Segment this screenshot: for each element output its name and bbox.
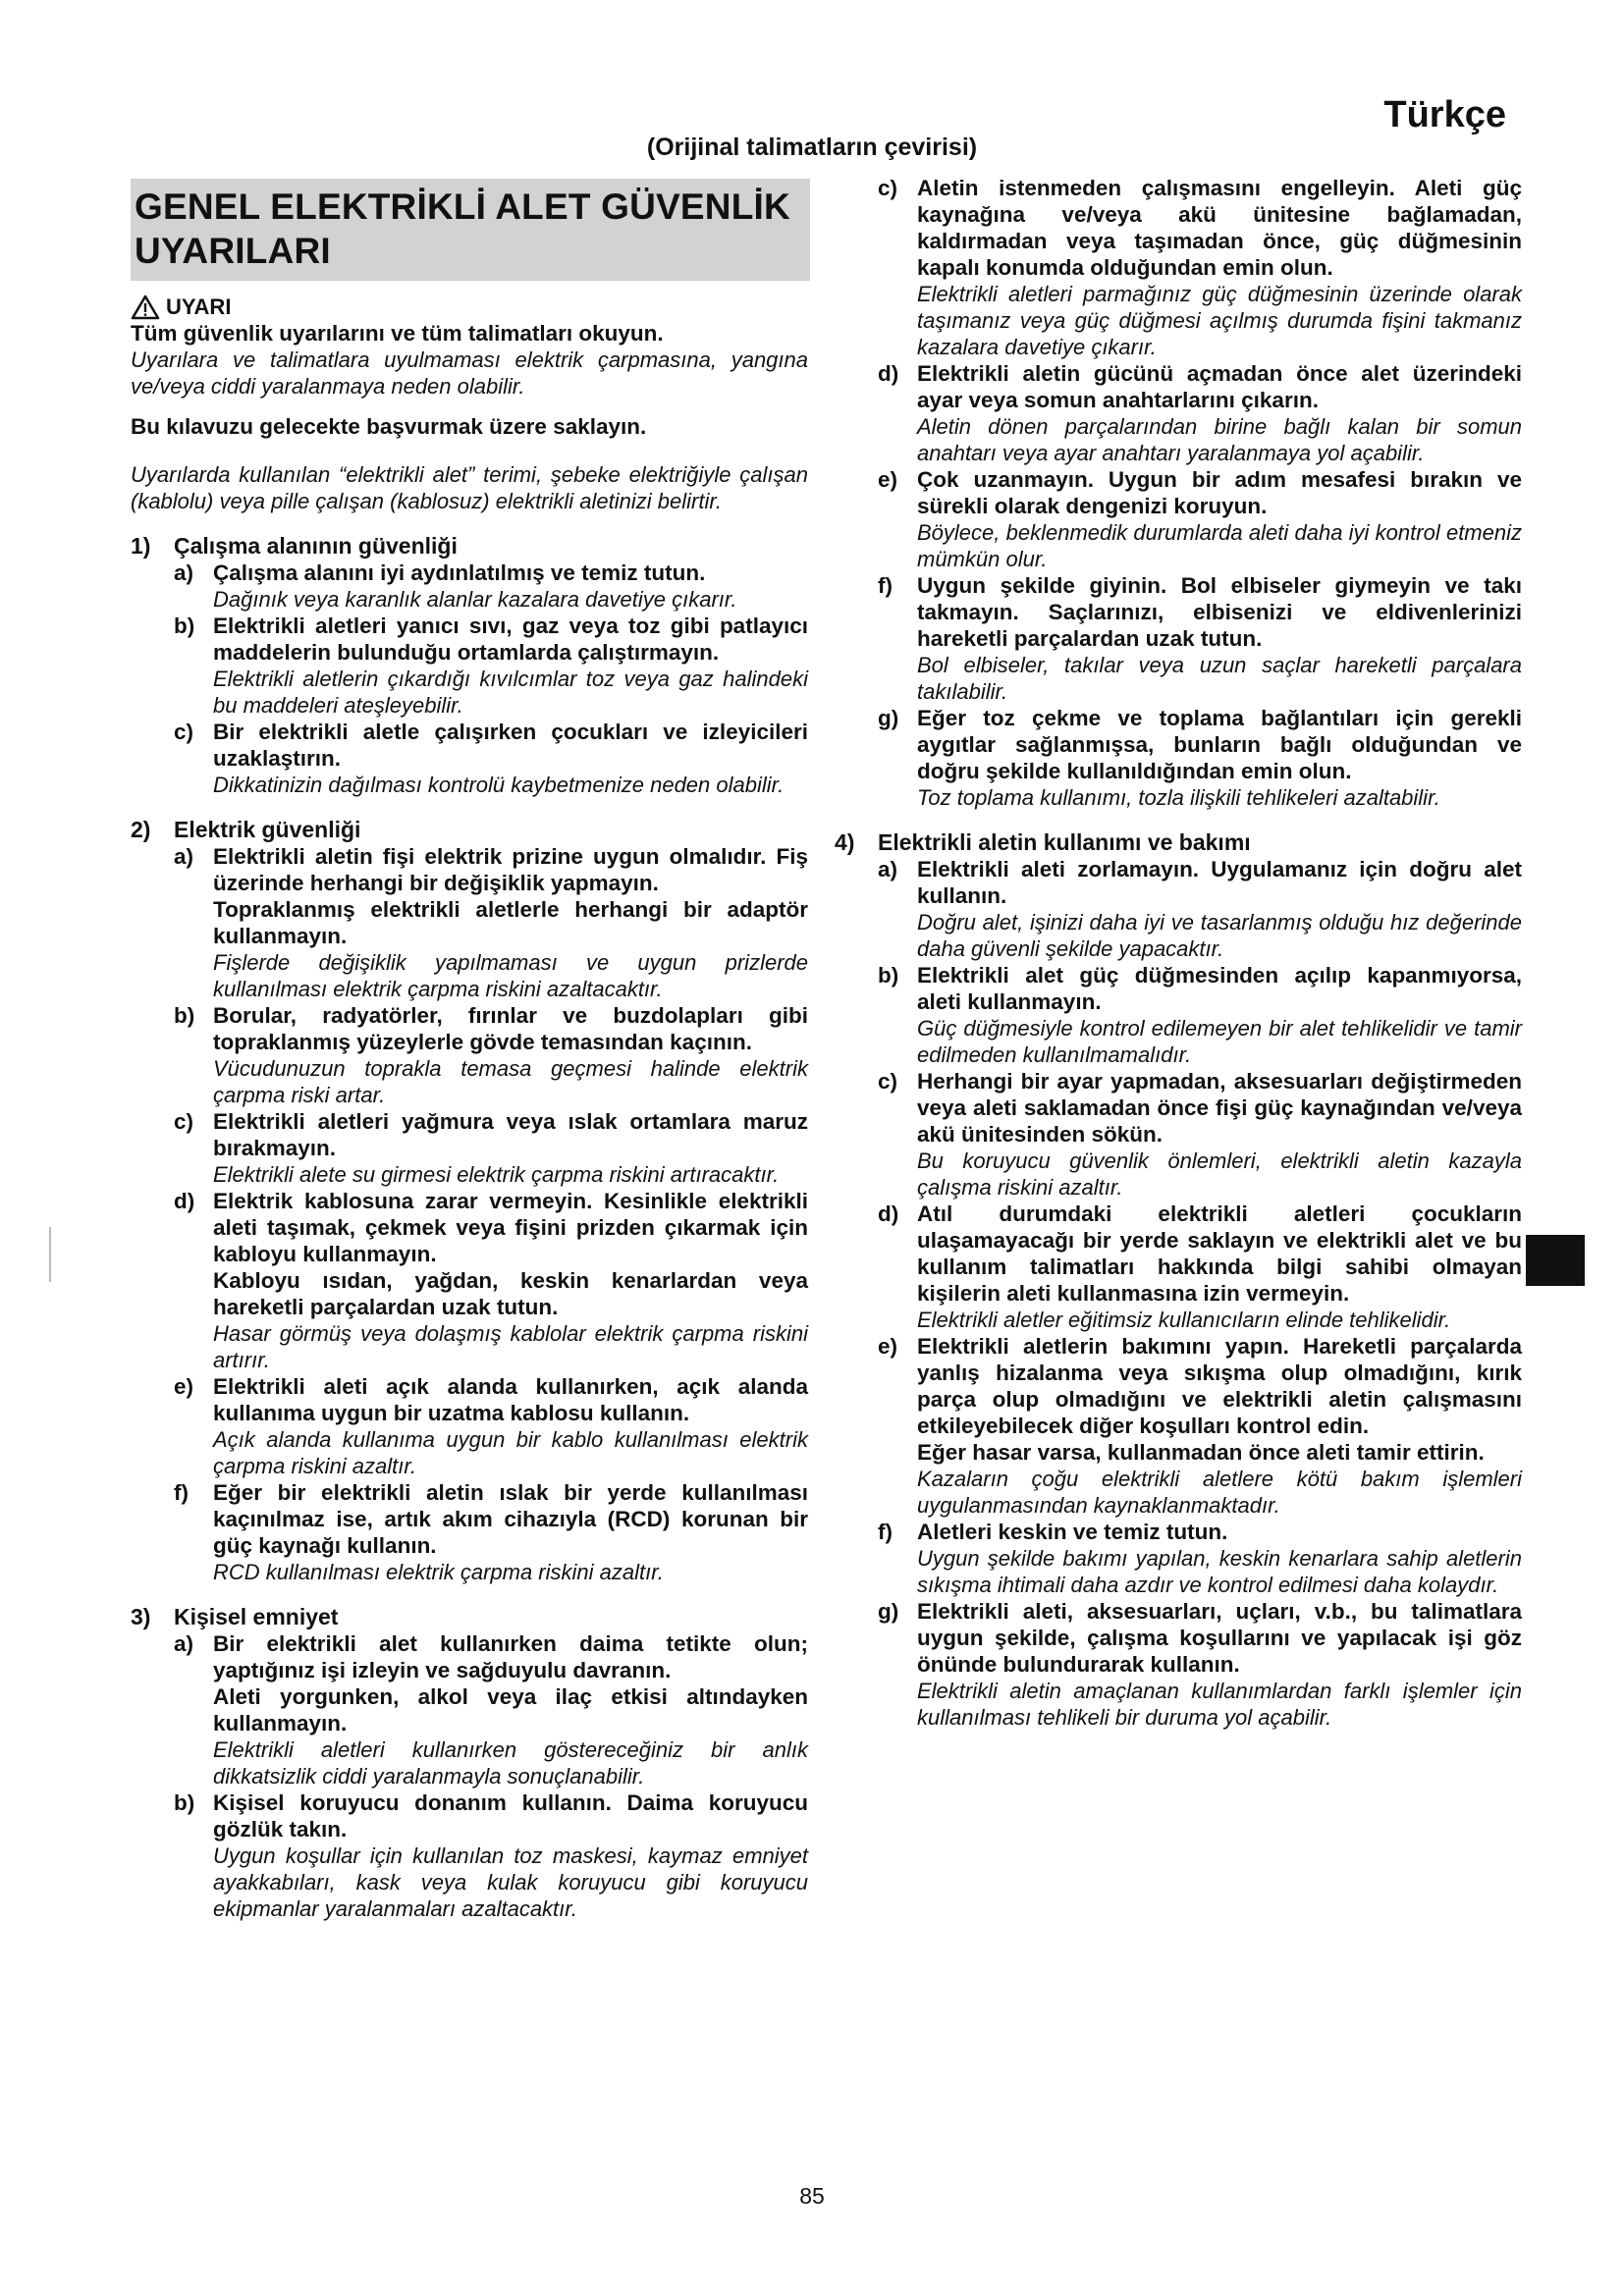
list-item [878,1068,1522,1201]
list-item [878,572,1522,705]
section-2-heading [131,816,808,843]
list-item [878,175,1522,360]
item-label: a) [174,844,194,869]
warning-label: UYARI [166,294,232,319]
item-label: e) [878,467,898,492]
item-label: b) [174,1790,195,1815]
item-label: f) [878,1520,893,1544]
instruction-text: Elektrikli alet güç düğmesinden açılıp kapanmıyorsa, aleti kullanmayın. [917,963,1522,1014]
list-item [174,1789,808,1922]
instruction-text: Borular, radyatörler, fırınlar ve buzdolapları gibi topraklanmış yüzeylerle gövde temasından kaçının. [213,1003,808,1054]
explanation-text: RCD kullanılması elektrik çarpma riskini azaltır. [213,1560,664,1584]
item-label: a) [878,857,898,881]
explanation-text: Doğru alet, işinizi daha iyi ve tasarlanmış olduğu hız değerinde daha güvenli şekilde yapacaktır. [917,910,1522,961]
list-item [878,962,1522,1068]
explanation-text: Açık alanda kullanıma uygun bir kablo kullanılması elektrik çarpma riskini azaltır. [213,1427,808,1478]
explanation-text: Bol elbiseler, takılar veya uzun saçlar hareketli parçalara takılabilir. [917,653,1522,704]
item-label: g) [878,1599,899,1624]
item-label: d) [878,361,899,386]
explanation-text: Uygun koşullar için kullanılan toz maskesi, kaymaz emniyet ayakkabıları, kask veya kulak koruyucu gibi koruyucu ekipmanlar yaralanmaları azaltacaktır. [213,1843,808,1921]
list-item [174,1108,808,1188]
instruction-text: Elektrikli aletleri yanıcı sıvı, gaz veya toz gibi patlayıcı maddelerin bulunduğu ortamlarda çalıştırmayın. [213,614,808,665]
right-column [835,175,1522,1731]
warning-heading [131,294,808,320]
warning-bold-1: Tüm güvenlik uyarılarını ve tüm talimatları okuyun. [131,321,664,346]
explanation-text: Fişlerde değişiklik yapılmaması ve uygun prizlerde kullanılması elektrik çarpma riskini azaltacaktır. [213,950,808,1001]
instruction-text: Atıl durumdaki elektrikli aletleri çocukların ulaşamayacağı bir yerde saklayın ve elektrikli alet ve bu kullanım talimatları hakkında bilgi sahibi olmayan kişilerin aleti kullanmasına izin vermeyin. [917,1201,1522,1306]
instruction-text: Kabloyu ısıdan, yağdan, keskin kenarlardan veya hareketli parçalardan uzak tutun. [213,1268,808,1319]
instruction-text: Elektrik kablosuna zarar vermeyin. Kesinlikle elektrikli aleti taşımak, çekmek veya fişini prizden çıkarmak için kabloyu kullanmayın. [213,1189,808,1266]
translation-subtitle: (Orijinal talimatların çevirisi) [646,133,978,161]
instruction-text: Kişisel koruyucu donanım kullanın. Daima koruyucu gözlük takın. [213,1790,808,1842]
explanation-text: Elektrikli alete su girmesi elektrik çarpma riskini artıracaktır. [213,1162,780,1187]
instruction-text: Elektrikli aleti, aksesuarları, uçları, v.b., bu talimatlara uygun şekilde, çalışma koşullarını ve yapılacak işi göz önünde bulundurarak kullanın. [917,1599,1522,1677]
section-number: 1) [131,533,151,559]
item-label: b) [174,614,195,638]
list-item [878,1333,1522,1519]
item-label: c) [174,720,194,744]
item-label: e) [878,1334,898,1359]
item-label: c) [878,1069,898,1094]
instruction-text: Elektrikli aletin gücünü açmadan önce alet üzerindeki ayar veya somun anahtarlarını çıkarın. [917,361,1522,412]
section-title: Çalışma alanının güvenliği [174,533,458,559]
section-title: Elektrik güvenliği [174,817,361,842]
instruction-text: Elektrikli aleti açık alanda kullanırken, açık alanda kullanıma uygun bir uzatma kablosu kullanın. [213,1374,808,1425]
item-label: d) [174,1189,195,1213]
section-title: Kişisel emniyet [174,1604,339,1629]
item-label: f) [878,573,893,598]
list-item [174,560,808,613]
instruction-text: Aletleri keskin ve temiz tutun. [917,1520,1228,1544]
instruction-text: Bir elektrikli aletle çalışırken çocukları ve izleyicileri uzaklaştırın. [213,720,808,771]
list-item [878,1519,1522,1598]
item-label: e) [174,1374,194,1399]
list-item [174,1188,808,1373]
explanation-text: Kazaların çoğu elektrikli aletlere kötü bakım işlemleri uygulanmasından kaynaklanmaktadır. [917,1467,1522,1518]
explanation-text: Elektrikli aletleri kullanırken göstereceğiniz bir anlık dikkatsizlik ciddi yaralanmayla sonuçlanabilir. [213,1737,808,1789]
margin-mark [49,1227,51,1282]
explanation-text: Uygun şekilde bakımı yapılan, keskin kenarlara sahip aletlerin sıkışma ihtimali daha azdır ve kontrol edilmesi daha kolaydır. [917,1546,1522,1597]
instruction-text: Eğer hasar varsa, kullanmadan önce aleti tamir ettirin. [917,1440,1485,1465]
page-title: GENEL ELEKTRİKLİ ALET GÜVENLİK UYARILARI [131,179,810,281]
section-1-heading [131,532,808,560]
instruction-text: Topraklanmış elektrikli aletlerle herhangi bir adaptör kullanmayın. [213,897,808,948]
language-tab-marker [1526,1235,1585,1286]
item-label: b) [878,963,899,988]
list-item [878,705,1522,811]
instruction-text: Eğer bir elektrikli aletin ıslak bir yerde kullanılması kaçınılmaz ise, artık akım cihazıyla (RCD) korunan bir güç kaynağı kullanın. [213,1480,808,1558]
instruction-text: Uygun şekilde giyinin. Bol elbiseler giymeyin ve takı takmayın. Saçlarınızı, elbisenizi ve eldivenlerinizi hareketli parçalardan uzak tutun. [917,573,1522,651]
section-title: Elektrikli aletin kullanımı ve bakımı [878,829,1251,855]
list-item [878,1598,1522,1731]
explanation-text: Dağınık veya karanlık alanlar kazalara davetiye çıkarır. [213,587,737,612]
instruction-text: Çalışma alanını iyi aydınlatılmış ve temiz tutun. [213,561,706,585]
explanation-text: Aletin dönen parçalarından birine bağlı kalan bir somun anahtarı veya ayar anahtarı yaralanmaya yol açabilir. [917,414,1522,465]
list-item [878,1201,1522,1333]
item-label: c) [174,1109,194,1134]
explanation-text: Hasar görmüş veya dolaşmış kablolar elektrik çarpma riskini artırır. [213,1321,808,1372]
explanation-text: Vücudunuzun toprakla temasa geçmesi halinde elektrik çarpma riski artar. [213,1056,808,1107]
list-item [878,360,1522,466]
section-number: 4) [835,829,855,855]
instruction-text: Bir elektrikli alet kullanırken daima tetikte olun; yaptığınız işi izleyin ve sağduyulu davranın. [213,1631,808,1682]
list-item [174,843,808,1002]
warning-triangle-icon [131,294,160,320]
item-label: a) [174,561,194,585]
list-item [878,856,1522,962]
section-number: 2) [131,817,151,842]
warning-italic-2: Uyarılarda kullanılan “elektrikli alet” terimi, şebeke elektriğiyle çalışan (kablolu) veya pille çalışan (kablosuz) elektrikli aletinizi belirtir. [131,462,808,513]
item-label: f) [174,1480,189,1505]
language-label: Türkçe [1383,94,1506,135]
instruction-text: Elektrikli aletleri yağmura veya ıslak ortamlara maruz bırakmayın. [213,1109,808,1160]
section-3-heading [131,1603,808,1630]
item-label: d) [878,1201,899,1226]
explanation-text: Toz toplama kullanımı, tozla ilişkili tehlikeleri azaltabilir. [917,785,1440,810]
explanation-text: Bu koruyucu güvenlik önlemleri, elektrikli aletin kazayla çalışma riskini azaltır. [917,1148,1522,1200]
instruction-text: Eğer toz çekme ve toplama bağlantıları için gerekli aygıtlar sağlanmışsa, bunların bağlı olduğundan ve doğru şekilde kullanıldığından emin olun. [917,706,1522,783]
instruction-text: Aletin istenmeden çalışmasını engelleyin. Aleti güç kaynağına ve/veya akü ünitesine bağlamadan, kaldırmadan veya taşımadan önce, güç düğmesinin kapalı konumda olduğundan emin olun. [917,176,1522,280]
item-label: a) [174,1631,194,1656]
item-label: c) [878,176,898,200]
list-item [174,1002,808,1108]
list-item [174,613,808,719]
list-item [174,1373,808,1479]
section-number: 3) [131,1604,151,1629]
explanation-text: Böylece, beklenmedik durumlarda aleti daha iyi kontrol etmeniz mümkün olur. [917,520,1522,571]
explanation-text: Dikkatinizin dağılması kontrolü kaybetmenize neden olabilir. [213,773,785,797]
instruction-text: Elektrikli aletin fişi elektrik prizine uygun olmalıdır. Fiş üzerinde herhangi bir değişiklik yapmayın. [213,844,808,895]
list-item [174,1630,808,1789]
item-label: g) [878,706,899,730]
section-4-heading [835,828,1522,856]
warning-italic-1: Uyarılara ve talimatlara uyulmaması elektrik çarpmasına, yangına ve/veya ciddi yaralanmaya neden olabilir. [131,347,808,399]
explanation-text: Elektrikli aletin amaçlanan kullanımlardan farklı işlemler için kullanılması tehlikeli bir duruma yol açabilir. [917,1679,1522,1730]
explanation-text: Elektrikli aletler eğitimsiz kullanıcıların elinde tehlikelidir. [917,1308,1451,1332]
instruction-text: Çok uzanmayın. Uygun bir adım mesafesi bırakın ve sürekli olarak dengenizi koruyun. [917,467,1522,518]
list-item [878,466,1522,572]
item-label: b) [174,1003,195,1028]
page-number: 85 [799,2183,825,2209]
explanation-text: Elektrikli aletleri parmağınız güç düğmesinin üzerinde olarak taşımanız veya güç düğmesi açılmış durumda fişini takmanız kazalara davetiye çıkarır. [917,282,1522,359]
instruction-text: Elektrikli aleti zorlamayın. Uygulamanız için doğru alet kullanın. [917,857,1522,908]
list-item [174,719,808,798]
instruction-text: Herhangi bir ayar yapmadan, aksesuarları değiştirmeden veya aleti saklamadan önce fişi güç kaynağından ve/veya akü ünitesinden sökün. [917,1069,1522,1147]
explanation-text: Elektrikli aletlerin çıkardığı kıvılcımlar toz veya gaz halindeki bu maddeleri ateşleyebilir. [213,667,808,718]
explanation-text: Güç düğmesiyle kontrol edilemeyen bir alet tehlikelidir ve tamir edilmeden kullanılmamalıdır. [917,1016,1522,1067]
list-item [174,1479,808,1585]
left-column [131,175,808,1922]
instruction-text: Elektrikli aletlerin bakımını yapın. Hareketli parçalarda yanlış hizalanma veya sıkışma olup olmadığını, kırık parça olup olmadığını ve elektrikli aletin çalışmasını etkileyebilecek diğer koşulları kontrol edin. [917,1334,1522,1438]
warning-bold-2: Bu kılavuzu gelecekte başvurmak üzere saklayın. [131,414,647,439]
instruction-text: Aleti yorgunken, alkol veya ilaç etkisi altındayken kullanmayın. [213,1684,808,1735]
